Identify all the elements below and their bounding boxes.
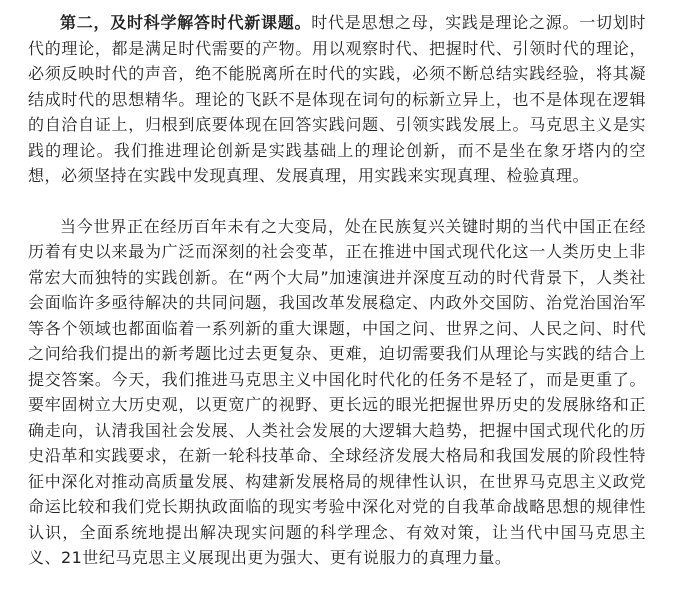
paragraph-2 [28,214,646,571]
paragraph-2-body: 当今世界正在经历百年未有之大变局，处在民族复兴关键时期的当代中国正在经历着有史以来最为广泛而深刻的社会变革，正在推进中国式现代化这一人类历史上非常宏大而独特的实践创新。在“两个大局”加速演进并深度互动的时代背景下，人类社会面临许多亟待解决的共同问题，我国改革发展稳定、内政外交国防、治党治国治军等各个领域也都面临着一系列新的重大课题，中国之问、世界之问、人民之问、时代之问给我们提出的新考题比过去更复杂、更难，迫切需要我们从理论与实践的结合上提交答案。今天，我们推进马克思主义中国化时代化的任务不是轻了，而是更重了。要牢固树立大历史观，以更宽广的视野、更长远的眼光把握世界历史的发展脉络和正确走向，认清我国社会发展、人类社会发展的大逻辑大趋势，把握中国式现代化的历史沿革和实践要求，在新一轮科技革命、全球经济发展大格局和我国发展的阶段性特征中深化对推动高质量发展、构建新发展格局的规律性认识，在世界马克思主义政党命运比较和我们党长期执政面临的现实考验中深化对党的自我革命战略思想的规律性认识，全面系统地提出解决现实问题的科学理念、有效对策，让当代中国马克思主义、21世纪马克思主义展现出更为强大、更有说服力的真理力量。 [28,216,646,567]
paragraph-1 [28,10,646,189]
section-heading: 第二，及时科学解答时代新课题。 [60,13,312,32]
paragraph-1-body: 时代是思想之母，实践是理论之源。一切划时代的理论，都是满足时代需要的产物。用以观察时代、把握时代、引领时代的理论，必须反映时代的声音，绝不能脱离所在时代的实践，必须不断总结实践经验，将其凝结成时代的思想精华。理论的飞跃不是体现在词句的标新立异上，也不是体现在逻辑的自洽自证上，归根到底要体现在回答实践问题、引领实践发展上。马克思主义是实践的理论。我们推进理论创新是实践基础上的理论创新，而不是坐在象牙塔内的空想，必须坚持在实践中发现真理、发展真理，用实践来实现真理、检验真理。 [28,13,646,185]
